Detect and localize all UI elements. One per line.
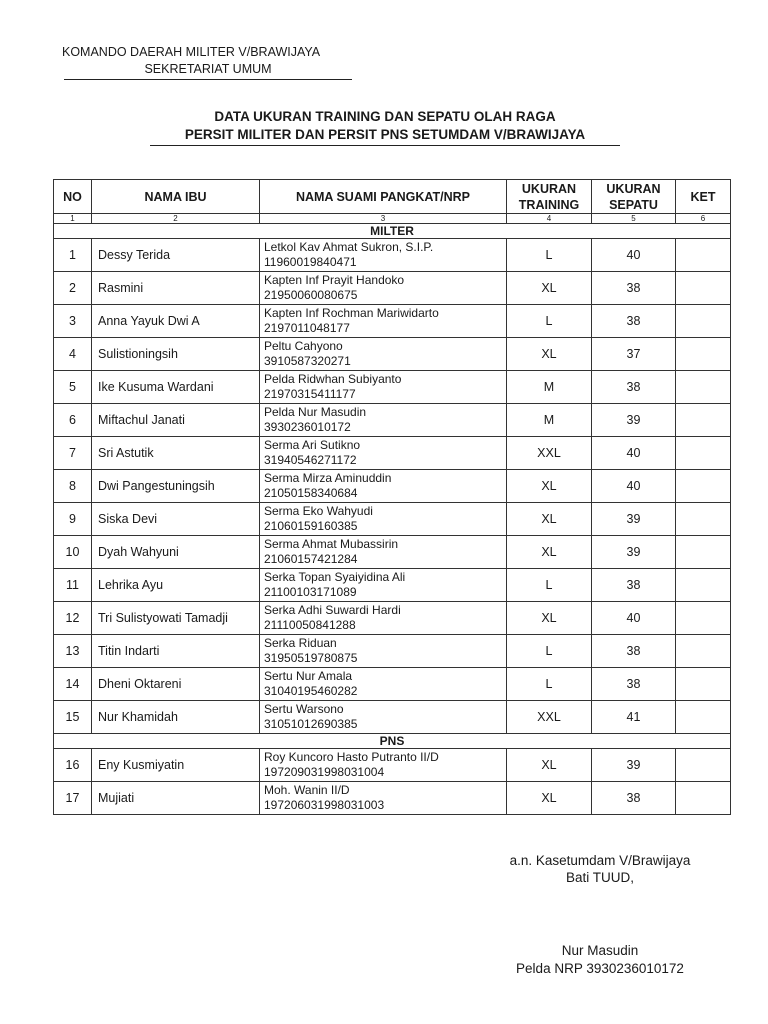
row-nama-ibu: Dessy Terida [92, 239, 260, 272]
row-no: 6 [54, 404, 92, 437]
table-row [54, 668, 731, 701]
row-suami-pangkat: Sertu Nur Amala [264, 669, 353, 683]
row-suami-pangkat: Peltu Cahyono [264, 339, 343, 353]
section-row [54, 734, 731, 749]
row-suami-pangkat: Serma Ahmat Mubassirin [264, 537, 399, 551]
row-ukuran-training: L [507, 239, 592, 272]
section-row [54, 224, 731, 239]
row-nama-ibu: Dyah Wahyuni [92, 536, 260, 569]
row-suami-nrp: 21060159160385 [264, 519, 358, 533]
row-suami-nrp: 197209031998031004 [264, 765, 385, 779]
table-row [54, 305, 731, 338]
row-nama-ibu: Eny Kusmiyatin [92, 749, 260, 782]
row-ket [676, 668, 731, 701]
row-suami-pangkat: Serka Topan Syaiyidina Ali [264, 570, 406, 584]
col-header-ukuran-sepatu: UKURAN SEPATU [592, 180, 676, 214]
table-row [54, 749, 731, 782]
row-nama-suami-cell [260, 701, 507, 734]
table-row [54, 371, 731, 404]
row-ukuran-training: XL [507, 602, 592, 635]
row-nama-ibu: Rasmini [92, 272, 260, 305]
row-ukuran-training: L [507, 305, 592, 338]
row-ukuran-training: XL [507, 749, 592, 782]
row-ukuran-sepatu: 40 [592, 470, 676, 503]
table-row [54, 404, 731, 437]
row-suami-pangkat: Pelda Ridwhan Subiyanto [264, 372, 402, 386]
row-no: 3 [54, 305, 92, 338]
table-row [54, 536, 731, 569]
row-ket [676, 635, 731, 668]
row-ket [676, 569, 731, 602]
row-ukuran-training: XL [507, 272, 592, 305]
row-ket [676, 782, 731, 815]
col-header-ukuran-training: UKURAN TRAINING [507, 180, 592, 214]
row-suami-nrp: 21970315411177 [264, 387, 356, 401]
col-header-no: NO [54, 180, 92, 214]
row-ket [676, 701, 731, 734]
row-ukuran-sepatu: 41 [592, 701, 676, 734]
row-nama-ibu: Tri Sulistyowati Tamadji [92, 602, 260, 635]
row-ket [676, 602, 731, 635]
row-nama-suami-cell [260, 782, 507, 815]
row-nama-suami-cell [260, 404, 507, 437]
row-nama-ibu: Miftachul Janati [92, 404, 260, 437]
row-ukuran-training: L [507, 635, 592, 668]
row-suami-nrp: 31051012690385 [264, 717, 358, 731]
row-nama-suami-cell [260, 602, 507, 635]
row-no: 10 [54, 536, 92, 569]
row-ukuran-sepatu: 39 [592, 749, 676, 782]
row-nama-suami-cell [260, 635, 507, 668]
col-header-nama-suami: NAMA SUAMI PANGKAT/NRP [260, 180, 507, 214]
row-nama-ibu: Siska Devi [92, 503, 260, 536]
row-suami-nrp: 2197011048177 [264, 321, 350, 335]
table-row [54, 470, 731, 503]
row-no: 16 [54, 749, 92, 782]
signatory [470, 942, 730, 978]
row-suami-pangkat: Kapten Inf Prayit Handoko [264, 273, 405, 287]
col-header-ket: KET [676, 180, 731, 214]
col-number: 4 [507, 214, 592, 224]
row-nama-ibu: Dheni Oktareni [92, 668, 260, 701]
row-suami-nrp: 21100103171089 [264, 585, 357, 599]
row-suami-nrp: 31940546271172 [264, 453, 357, 467]
row-suami-nrp: 31950519780875 [264, 651, 358, 665]
table-row [54, 569, 731, 602]
row-ket [676, 272, 731, 305]
row-nama-ibu: Sulistioningsih [92, 338, 260, 371]
row-suami-nrp: 21060157421284 [264, 552, 358, 566]
row-nama-ibu: Sri Astutik [92, 437, 260, 470]
row-suami-nrp: 11960019840471 [264, 255, 357, 269]
signatory-name: Nur Masudin [561, 943, 639, 958]
row-nama-suami-cell [260, 749, 507, 782]
table-row [54, 635, 731, 668]
row-suami-nrp: 21050158340684 [264, 486, 358, 500]
row-ukuran-sepatu: 38 [592, 782, 676, 815]
row-ukuran-training: XL [507, 536, 592, 569]
row-ukuran-training: M [507, 404, 592, 437]
table-row [54, 602, 731, 635]
row-nama-suami-cell [260, 569, 507, 602]
row-ket [676, 536, 731, 569]
row-ukuran-sepatu: 39 [592, 536, 676, 569]
row-suami-nrp: 197206031998031003 [264, 798, 385, 812]
row-no: 17 [54, 782, 92, 815]
row-suami-pangkat: Serma Eko Wahyudi [264, 504, 373, 518]
row-suami-nrp: 31040195460282 [264, 684, 358, 698]
row-ket [676, 749, 731, 782]
row-suami-nrp: 21110050841288 [264, 618, 356, 632]
row-ukuran-sepatu: 39 [592, 503, 676, 536]
row-ukuran-sepatu: 38 [592, 305, 676, 338]
table-header-row [54, 180, 731, 214]
table-row [54, 338, 731, 371]
row-suami-pangkat: Kapten Inf Rochman Mariwidarto [264, 306, 439, 320]
section-label: PNS [54, 734, 731, 749]
table-row [54, 239, 731, 272]
row-ukuran-sepatu: 38 [592, 371, 676, 404]
row-suami-pangkat: Moh. Wanin II/D [264, 783, 350, 797]
row-nama-suami-cell [260, 305, 507, 338]
row-ukuran-sepatu: 38 [592, 668, 676, 701]
row-nama-ibu: Titin Indarti [92, 635, 260, 668]
signature-block [470, 852, 730, 886]
row-suami-nrp: 21950060080675 [264, 288, 358, 302]
table-row [54, 701, 731, 734]
col-number: 1 [54, 214, 92, 224]
row-nama-suami-cell [260, 371, 507, 404]
row-no: 11 [54, 569, 92, 602]
letterhead-command: KOMANDO DAERAH MILITER V/BRAWIJAYA [62, 45, 321, 59]
row-suami-nrp: 3930236010172 [264, 420, 351, 434]
row-nama-ibu: Lehrika Ayu [92, 569, 260, 602]
table-row [54, 272, 731, 305]
row-nama-ibu: Nur Khamidah [92, 701, 260, 734]
row-ukuran-training: M [507, 371, 592, 404]
row-ukuran-training: XL [507, 782, 592, 815]
row-suami-pangkat: Serma Mirza Aminuddin [264, 471, 392, 485]
row-ket [676, 437, 731, 470]
row-no: 2 [54, 272, 92, 305]
row-suami-pangkat: Roy Kuncoro Hasto Putranto II/D [264, 750, 439, 764]
row-ukuran-training: XXL [507, 701, 592, 734]
row-ket [676, 239, 731, 272]
row-no: 1 [54, 239, 92, 272]
row-ukuran-sepatu: 38 [592, 272, 676, 305]
col-number: 3 [260, 214, 507, 224]
row-ket [676, 470, 731, 503]
signature-position: Bati TUUD, [565, 870, 634, 885]
row-nama-ibu: Dwi Pangestuningsih [92, 470, 260, 503]
table-row [54, 782, 731, 815]
row-no: 8 [54, 470, 92, 503]
row-ket [676, 338, 731, 371]
table-body [54, 224, 731, 815]
row-ket [676, 503, 731, 536]
signatory-rank-nrp: Pelda NRP 3930236010172 [516, 961, 684, 976]
row-nama-suami-cell [260, 668, 507, 701]
row-nama-suami-cell [260, 272, 507, 305]
row-ukuran-sepatu: 40 [592, 239, 676, 272]
row-no: 14 [54, 668, 92, 701]
row-ukuran-training: L [507, 569, 592, 602]
col-number: 2 [92, 214, 260, 224]
row-suami-pangkat: Pelda Nur Masudin [264, 405, 367, 419]
row-no: 4 [54, 338, 92, 371]
row-ukuran-sepatu: 40 [592, 437, 676, 470]
column-number-row [54, 214, 731, 224]
row-nama-suami-cell [260, 470, 507, 503]
size-data-table [53, 179, 731, 815]
row-nama-suami-cell [260, 536, 507, 569]
row-suami-pangkat: Serka Riduan [264, 636, 337, 650]
section-label: MILTER [54, 224, 731, 239]
row-no: 9 [54, 503, 92, 536]
col-number: 5 [592, 214, 676, 224]
document-title [150, 108, 620, 146]
row-ukuran-sepatu: 38 [592, 635, 676, 668]
row-ukuran-training: XXL [507, 437, 592, 470]
row-nama-ibu: Ike Kusuma Wardani [92, 371, 260, 404]
row-suami-pangkat: Letkol Kav Ahmat Sukron, S.I.P. [264, 240, 434, 254]
row-ukuran-sepatu: 37 [592, 338, 676, 371]
row-ukuran-training: XL [507, 470, 592, 503]
row-no: 12 [54, 602, 92, 635]
row-ukuran-training: XL [507, 503, 592, 536]
row-ket [676, 305, 731, 338]
row-nama-ibu: Anna Yayuk Dwi A [92, 305, 260, 338]
row-ket [676, 404, 731, 437]
title-line-2: PERSIT MILITER DAN PERSIT PNS SETUMDAM V/BRAWIJAYA [150, 126, 620, 146]
row-suami-nrp: 3910587320271 [264, 354, 351, 368]
row-no: 7 [54, 437, 92, 470]
row-no: 13 [54, 635, 92, 668]
row-nama-suami-cell [260, 239, 507, 272]
row-ukuran-sepatu: 38 [592, 569, 676, 602]
row-ket [676, 371, 731, 404]
col-number: 6 [676, 214, 731, 224]
row-ukuran-sepatu: 40 [592, 602, 676, 635]
table-row [54, 503, 731, 536]
row-ukuran-sepatu: 39 [592, 404, 676, 437]
row-nama-suami-cell [260, 338, 507, 371]
table-row [54, 437, 731, 470]
row-ukuran-training: L [507, 668, 592, 701]
row-nama-suami-cell [260, 437, 507, 470]
row-nama-ibu: Mujiati [92, 782, 260, 815]
row-suami-pangkat: Sertu Warsono [264, 702, 344, 716]
row-suami-pangkat: Serma Ari Sutikno [264, 438, 361, 452]
row-no: 15 [54, 701, 92, 734]
letterhead-unit: SEKRETARIAT UMUM [64, 61, 352, 80]
col-header-nama-ibu: NAMA IBU [92, 180, 260, 214]
row-suami-pangkat: Serka Adhi Suwardi Hardi [264, 603, 401, 617]
row-nama-suami-cell [260, 503, 507, 536]
row-no: 5 [54, 371, 92, 404]
row-ukuran-training: XL [507, 338, 592, 371]
letterhead [62, 44, 352, 80]
title-line-1: DATA UKURAN TRAINING DAN SEPATU OLAH RAGA [214, 109, 556, 124]
signature-on-behalf: a.n. Kasetumdam V/Brawijaya [509, 853, 691, 868]
